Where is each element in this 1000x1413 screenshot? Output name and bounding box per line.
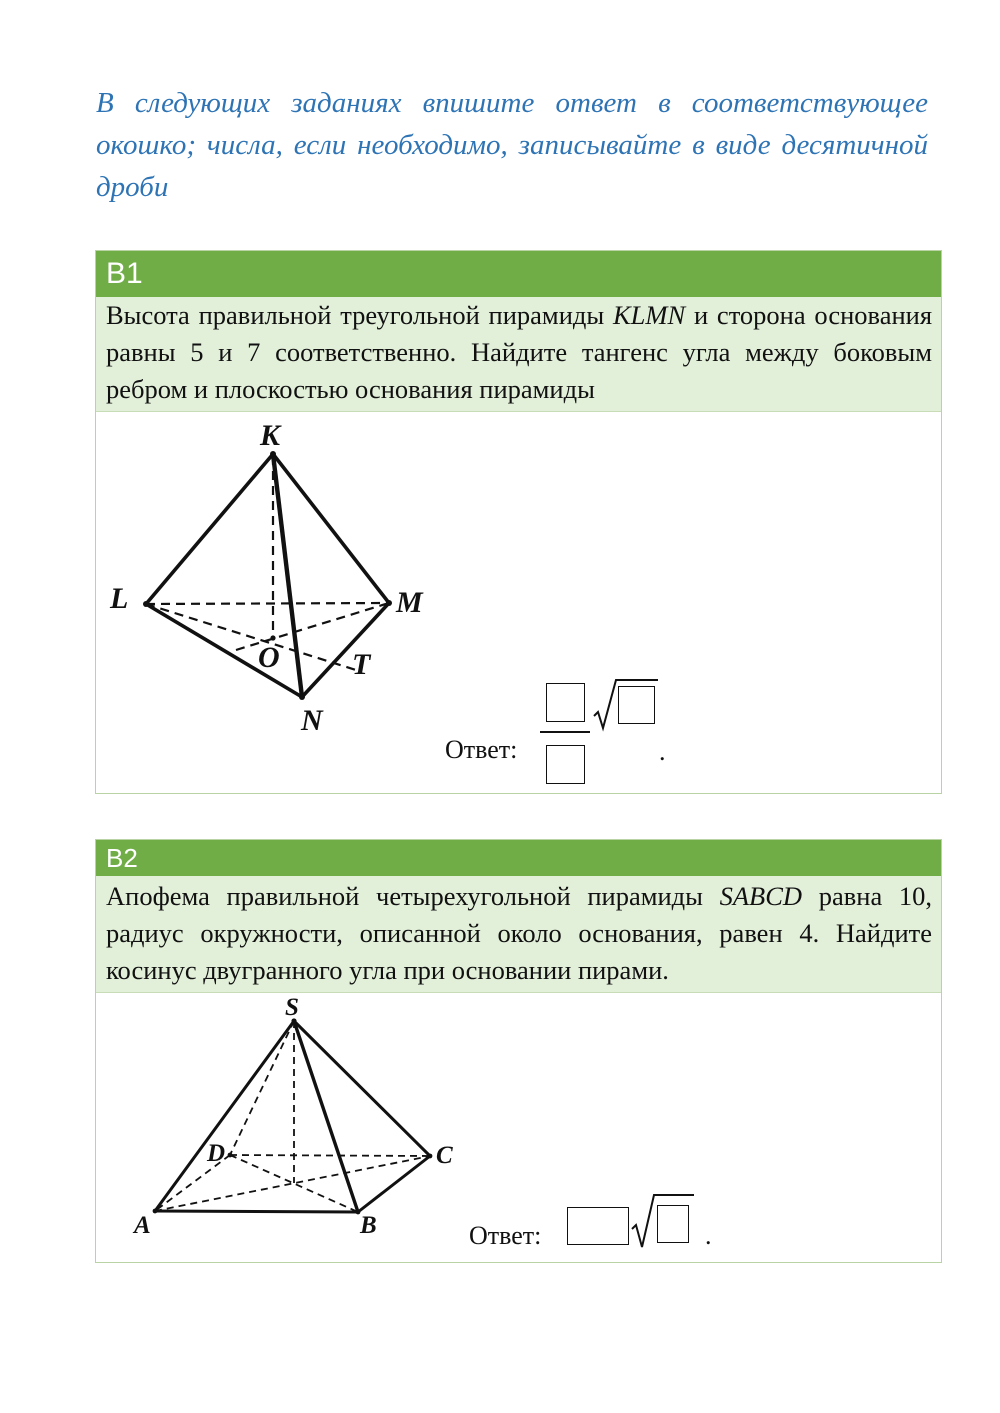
task-text-start-b2: Апофема правильной четырехугольной пирамиды xyxy=(106,881,720,911)
edge-sc xyxy=(294,1021,430,1156)
label-l: L xyxy=(110,582,129,615)
diagonal-ac-dashed xyxy=(155,1156,430,1211)
answer-coefficient-input[interactable] xyxy=(567,1207,629,1245)
vertex-m xyxy=(386,600,392,606)
task-label-b1: B1 xyxy=(106,257,143,290)
label-k: K xyxy=(260,419,281,452)
edge-sa xyxy=(155,1021,294,1211)
edge-kl xyxy=(146,454,273,604)
edge-ab xyxy=(155,1211,358,1212)
edge-km xyxy=(273,454,389,603)
pyramid-figure-klmn xyxy=(96,412,476,742)
point-o xyxy=(270,635,275,640)
task-header-b2 xyxy=(96,840,941,876)
task-figure-area-b1 xyxy=(96,412,941,793)
label-b: B xyxy=(360,1212,377,1239)
vertex-n xyxy=(299,694,305,700)
pyramid-name-b1: KLMN xyxy=(612,300,686,330)
label-s: S xyxy=(285,994,299,1021)
vertex-l xyxy=(143,601,149,607)
task-label-b2: B2 xyxy=(106,843,138,873)
label-a: A xyxy=(134,1212,151,1239)
task-card-b1 xyxy=(95,250,942,794)
answer-numerator-input[interactable] xyxy=(546,683,585,722)
answer-label-b2: Ответ: xyxy=(469,1221,542,1250)
answer-root-input-b1[interactable] xyxy=(618,686,655,724)
task-statement-b2 xyxy=(96,876,941,993)
edge-dc-dashed xyxy=(230,1155,430,1156)
fraction-line-b1 xyxy=(540,731,590,733)
task-text-end-b2: равна 10, радиус окружности, описанной около основания, равен 4. Найдите косинус двугранного угла при основании пирами. xyxy=(106,881,932,985)
edge-lt-dashed xyxy=(146,604,356,670)
answer-denominator-input[interactable] xyxy=(546,745,585,784)
task-header-b1 xyxy=(96,251,941,297)
task-card-b2 xyxy=(95,839,942,1263)
label-o: O xyxy=(258,641,280,674)
task-text-start-b1: Высота правильной треугольной пирамиды xyxy=(106,300,613,330)
edge-sb xyxy=(294,1021,358,1212)
vertex-d xyxy=(228,1153,233,1158)
pyramid-figure-sabcd xyxy=(96,993,476,1253)
diagonal-db-dashed xyxy=(230,1155,358,1212)
edge-bc xyxy=(358,1156,430,1212)
task-text-end-b1: и сторона основания равны 5 и 7 соответственно. Найдите тангенс угла между боковым ребром и плоскостью основания пирамиды xyxy=(106,300,933,404)
label-t: T xyxy=(352,648,371,681)
pyramid-name-b2: SABCD xyxy=(719,881,803,911)
task-figure-area-b2 xyxy=(96,993,941,1262)
edge-lm-dashed xyxy=(146,603,389,604)
task-statement-b1 xyxy=(96,297,941,412)
answer-label-b1: Ответ: xyxy=(445,735,518,764)
edge-sd-dashed xyxy=(230,1021,294,1155)
label-d: D xyxy=(207,1140,226,1167)
label-m: M xyxy=(396,586,423,619)
answer-root-input-b2[interactable] xyxy=(657,1205,689,1243)
instruction-text: В следующих заданиях впишите ответ в соответствующее окошко; числа, если необходимо, записывайте в виде десятичной дроби xyxy=(96,87,928,203)
label-n: N xyxy=(301,704,323,737)
vertex-c xyxy=(428,1154,433,1159)
answer-period-b2: . xyxy=(705,1221,712,1250)
edge-mn xyxy=(302,603,389,697)
vertex-a xyxy=(153,1209,158,1214)
label-c: C xyxy=(436,1142,453,1169)
answer-period-b1: . xyxy=(659,737,666,766)
